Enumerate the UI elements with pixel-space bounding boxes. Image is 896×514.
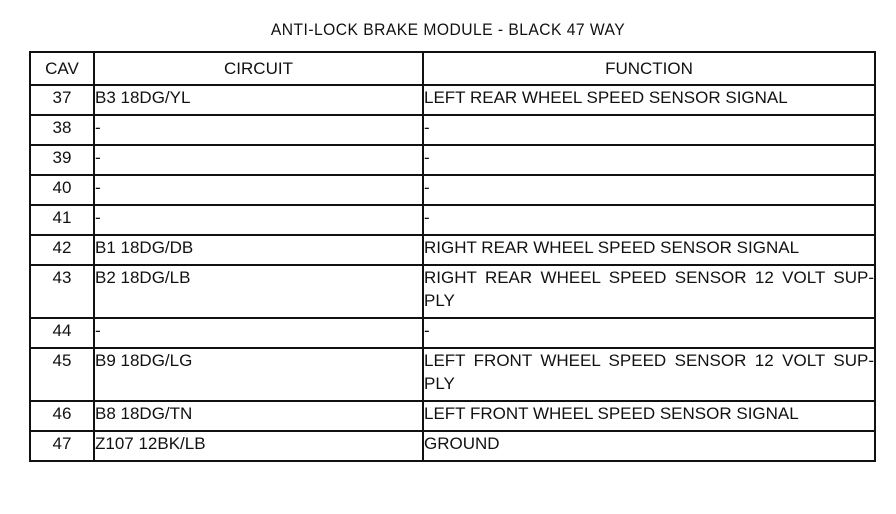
cav-cell: 44	[30, 318, 94, 348]
header-circuit: CIRCUIT	[94, 52, 423, 85]
function-cell: LEFT FRONT WHEEL SPEED SENSOR SIGNAL	[423, 401, 875, 431]
circuit-cell: B9 18DG/LG	[94, 348, 423, 401]
circuit-cell: -	[94, 205, 423, 235]
circuit-cell: B1 18DG/DB	[94, 235, 423, 265]
cav-cell: 40	[30, 175, 94, 205]
table-row	[30, 175, 875, 205]
function-cell: -	[423, 205, 875, 235]
table-row	[30, 348, 875, 401]
table-row	[30, 115, 875, 145]
function-cell: -	[423, 115, 875, 145]
circuit-cell: -	[94, 175, 423, 205]
cav-cell: 38	[30, 115, 94, 145]
connector-pinout-table	[29, 51, 876, 462]
header-cav: CAV	[30, 52, 94, 85]
function-cell: LEFT REAR WHEEL SPEED SENSOR SIGNAL	[423, 85, 875, 115]
table-row	[30, 401, 875, 431]
table-row	[30, 318, 875, 348]
table-row	[30, 145, 875, 175]
table-row	[30, 235, 875, 265]
circuit-cell: -	[94, 115, 423, 145]
circuit-cell: B2 18DG/LB	[94, 265, 423, 318]
cav-cell: 46	[30, 401, 94, 431]
function-cell: LEFT FRONT WHEEL SPEED SENSOR 12 VOLT SUP-PLY	[423, 348, 875, 401]
function-cell: -	[423, 145, 875, 175]
header-row	[30, 52, 875, 85]
function-cell: RIGHT REAR WHEEL SPEED SENSOR 12 VOLT SUP-PLY	[423, 265, 875, 318]
table-row	[30, 431, 875, 461]
header-function: FUNCTION	[423, 52, 875, 85]
function-cell: RIGHT REAR WHEEL SPEED SENSOR SIGNAL	[423, 235, 875, 265]
table-title: ANTI-LOCK BRAKE MODULE - BLACK 47 WAY	[270, 20, 626, 39]
function-cell: GROUND	[423, 431, 875, 461]
table-row	[30, 85, 875, 115]
cav-cell: 45	[30, 348, 94, 401]
cav-cell: 42	[30, 235, 94, 265]
circuit-cell: Z107 12BK/LB	[94, 431, 423, 461]
circuit-cell: -	[94, 145, 423, 175]
cav-cell: 39	[30, 145, 94, 175]
circuit-cell: B3 18DG/YL	[94, 85, 423, 115]
circuit-cell: -	[94, 318, 423, 348]
table-row	[30, 265, 875, 318]
circuit-cell: B8 18DG/TN	[94, 401, 423, 431]
function-cell: -	[423, 175, 875, 205]
cav-cell: 43	[30, 265, 94, 318]
table-row	[30, 205, 875, 235]
cav-cell: 47	[30, 431, 94, 461]
cav-cell: 41	[30, 205, 94, 235]
cav-cell: 37	[30, 85, 94, 115]
function-cell: -	[423, 318, 875, 348]
